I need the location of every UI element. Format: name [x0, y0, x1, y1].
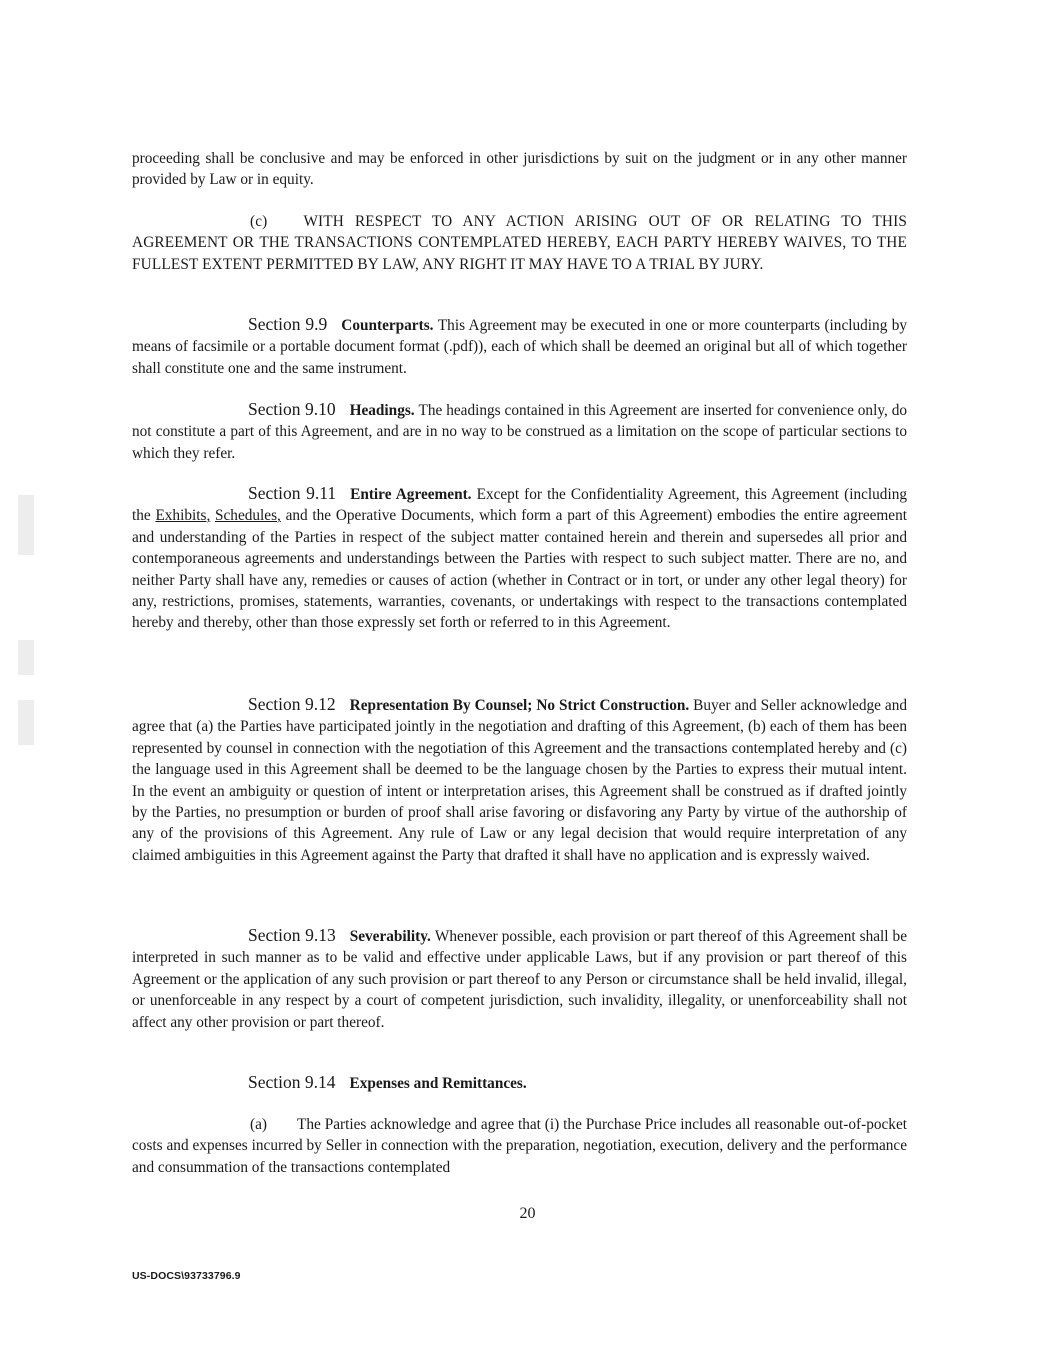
section-text: and the Operative Documents, which form a part of this Agreement) embodies the entire agreement and understanding of the Parties in respect of the subject matter contained herein and therein and supersedes all prior and contemporaneous agreements and understandings between the Parties with respect to such subject matter. There are no, and neither Party shall have any, remedies or causes of action (whether in Contract or in tort, or under any other legal theory) for any, restrictions, promises, statements, warranties, covenants, or undertakings with respect to the transactions contemplated hereby and thereby, other than those expressly set forth or referred to in this Agreement.: [132, 507, 907, 632]
schedules-link: Schedules: [215, 507, 278, 525]
subsection-label: (a): [250, 1116, 267, 1133]
section-9-14: [132, 1072, 907, 1094]
section-text: This Agreement may be executed in one or more counterparts (including by means of facsimile or a portable document format (.pdf)), each of which shall be deemed an original but all of which together shall constitute one and the same instrument.: [132, 317, 907, 377]
section-heading: Entire Agreement: [350, 486, 468, 503]
section-number: Section 9.9: [248, 314, 328, 334]
section-heading: Counterparts: [341, 317, 430, 334]
section-9-10: Section 9.10 Headings. The headings contained in this Agreement are inserted for convenience only, do not constitute a part of this Agreement, and are in no way to be construed as a limitation on the scope of particular sections to which they refer.: [132, 399, 908, 462]
section-heading: Representation By Counsel; No Strict Construction: [349, 697, 686, 714]
subsection-label: (c): [250, 213, 268, 230]
section-number: Section 9.13: [248, 925, 336, 945]
page-number: 20: [519, 1205, 536, 1222]
section-number: Section 9.11: [248, 483, 337, 503]
paragraph-expenses-a: [132, 1114, 907, 1178]
section-9-12: Section 9.12 Representation By Counsel; No Strict Construction. Buyer and Seller acknowledge and agree that (a) the Parties have participated jointly in the negotiation and drafting of this Agreement, (b) each of them has been represented by counsel in connection with the negotiation of this Agreement and the transactions contemplated hereby and (c) the language used in this Agreement shall be deemed to be the language chosen by the Parties to express their mutual intent. In the event an ambiguity or question of intent or interpretation arises, this Agreement shall be construed as if drafted jointly by the Parties, no presumption or burden of proof shall arise favoring or disfavoring any Party by virtue of the authorship of any of the provisions of this Agreement. Any rule of Law or any legal decision that would require interpretation of any claimed ambiguities in this Agreement against the Party that drafted it shall have no application and is expressly waived.: [132, 694, 907, 864]
scan-artifact: [18, 700, 34, 745]
section-9-13: Section 9.13 Severability. Whenever possible, each provision or part thereof of this Agreement shall be interpreted in such manner as to be valid and effective under applicable Laws, but if any provision or part thereof of this Agreement or the application of any such provision or part thereof to any Person or circumstance shall be held invalid, illegal, or unenforceable in any respect by a court of competent jurisdiction, such invalidity, illegality, or unenforceability shall not affect any other provision or part thereof.: [132, 925, 907, 1031]
section-text: Buyer and Seller acknowledge and agree that (a) the Parties have participated jointly in the negotiation and drafting of this Agreement, (b) each of them has been represented by counsel in connection with the negotiation of this Agreement and the transactions contemplated hereby and (c) the language used in this Agreement shall be deemed to be the language chosen by the Parties to express their mutual intent. In the event an ambiguity or question of intent or interpretation arises, this Agreement shall be construed as if drafted jointly by the Parties, no presumption or burden of proof shall arise favoring or disfavoring any Party by virtue of the authorship of any of the provisions of this Agreement. Any rule of Law or any legal decision that would require interpretation of any claimed ambiguities in this Agreement against the Party that drafted it shall have no application and is expressly waived.: [132, 697, 907, 864]
paragraph-text: WITH RESPECT TO ANY ACTION ARISING OUT OF OR RELATING TO THIS AGREEMENT OR THE TRANSACTIONS CONTEMPLATED HEREBY, EACH PARTY HEREBY WAIVES, TO THE FULLEST EXTENT PERMITTED BY LAW, ANY RIGHT IT MAY HAVE TO A TRIAL BY JURY.: [132, 213, 907, 273]
section-number: Section 9.12: [248, 694, 336, 714]
paragraph-text: proceeding shall be conclusive and may be enforced in other jurisdictions by suit on the judgment or in any other manner provided by Law or in equity.: [132, 150, 907, 189]
paragraph-continuation: [132, 148, 907, 191]
section-9-9: Section 9.9 Counterparts. This Agreement may be executed in one or more counterparts (including by means of facsimile or a portable document format (.pdf)), each of which shall be deemed an original but all of which together shall constitute one and the same instrument.: [132, 314, 907, 377]
section-number: Section 9.10: [248, 399, 336, 419]
section-text: Except for the Confidentiality Agreement, this Agreement (including the: [132, 486, 907, 525]
scan-artifact: [18, 495, 34, 555]
paragraph-text: The Parties acknowledge and agree that (i) the Purchase Price includes all reasonable out-of-pocket costs and expenses incurred by Seller in connection with the preparation, negotiation, execution, delivery and the performance and consummation of the transactions contemplated: [132, 1116, 907, 1176]
section-9-11: Section 9.11 Entire Agreement. Except for the Confidentiality Agreement, this Agreement (including the Exhibits, Schedules, and the Operative Documents, which form a part of this Agreement) embodies the entire agreement and understanding of the Parties in respect of the subject matter contained herein and therein and supersedes all prior and contemporaneous agreements and understandings between the Parties with respect to such subject matter. There are no, and neither Party shall have any, remedies or causes of action (whether in Contract or in tort, or under any other legal theory) for any, restrictions, promises, statements, warranties, covenants, or undertakings with respect to the transactions contemplated hereby and thereby, other than those expressly set forth or referred to in this Agreement.: [132, 483, 907, 632]
section-text: The headings contained in this Agreement are inserted for convenience only, do not constitute a part of this Agreement, and are in no way to be construed as a limitation on the scope of particular sections to which they refer.: [132, 402, 908, 462]
paragraph-jury-waiver: [132, 211, 907, 275]
section-number: Section 9.14: [248, 1072, 336, 1092]
section-heading: Expenses and Remittances.: [349, 1075, 527, 1092]
scan-artifact: [18, 640, 34, 675]
exhibits-link: Exhibits: [155, 507, 207, 525]
section-heading: Headings: [349, 402, 411, 419]
section-heading: Severability: [349, 928, 428, 945]
section-text: Whenever possible, each provision or part thereof of this Agreement shall be interpreted in such manner as to be valid and effective under applicable Laws, but if any provision or part thereof of this Agreement or the application of any such provision or part thereof to any Person or circumstance shall be held invalid, illegal, or unenforceable in any respect by a court of competent jurisdiction, such invalidity, illegality, or unenforceability shall not affect any other provision or part thereof.: [132, 928, 907, 1031]
document-id: US-DOCS\93733796.9: [132, 1270, 241, 1282]
